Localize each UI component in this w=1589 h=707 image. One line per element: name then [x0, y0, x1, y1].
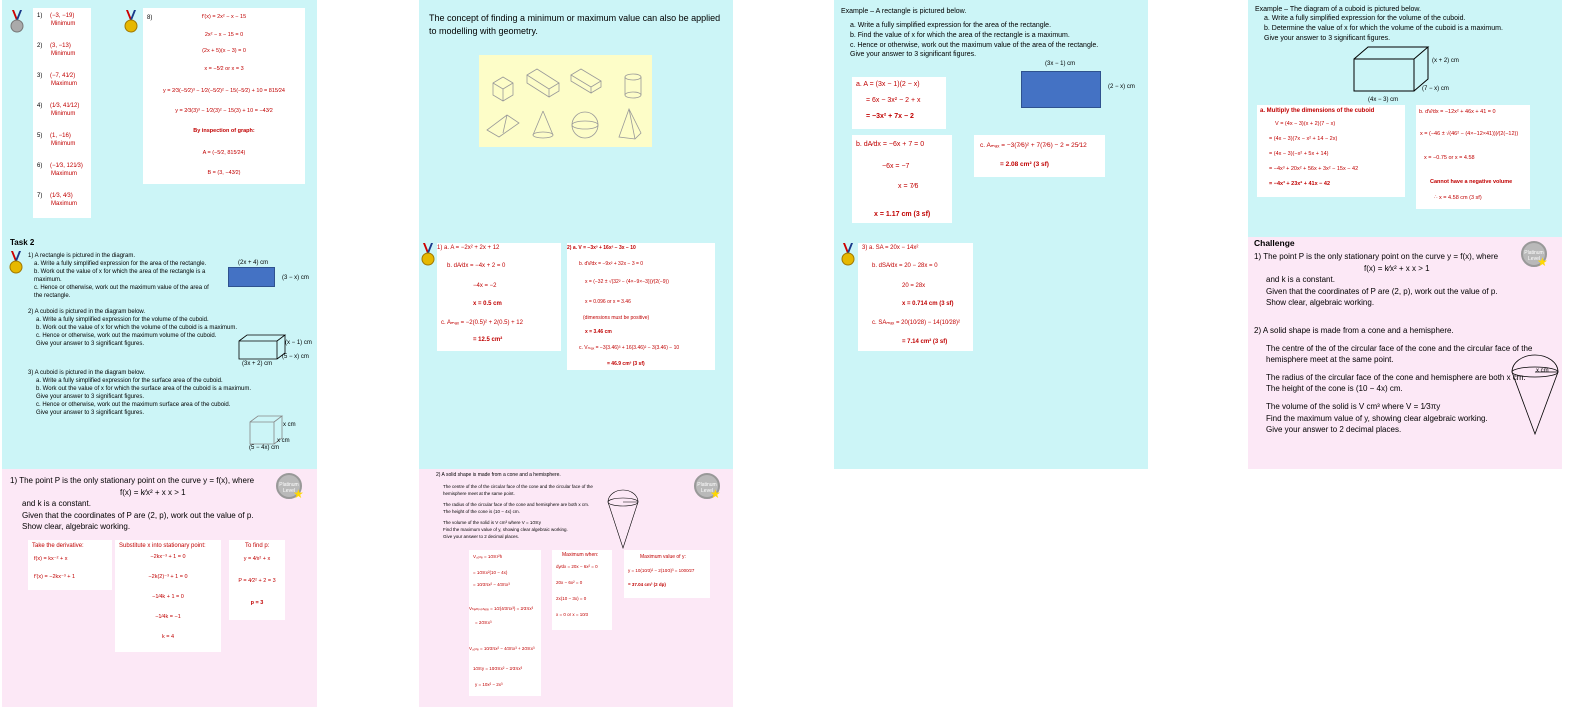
q1-answer-number: 3) — [37, 73, 43, 79]
star-icon: ★ — [1537, 255, 1548, 269]
q1-answer-6 — [37, 192, 77, 209]
cuboid-depth-label: (5 − x) cm — [282, 354, 309, 360]
q1-answer-number: 5) — [37, 133, 43, 139]
rect-example-items — [850, 21, 1140, 60]
challenge-line-4: Show clear, algebraic working. — [22, 522, 131, 532]
q8-line-1: 2x² − x − 15 = 0 — [204, 32, 244, 38]
volume-expr-line-3: = −4x³ + 20x² + 56x + 3x² − 15x − 42 — [1269, 166, 1359, 172]
cuboid-diagram — [1352, 45, 1430, 93]
cone-radius-label: x cm — [1536, 368, 1549, 374]
star-icon: ★ — [710, 487, 721, 501]
substitute-line-4: k = 4 — [161, 634, 175, 640]
cuboid-solution-line-5: x = 3.46 cm — [585, 329, 612, 335]
q1-answer-point: (−3, −19) — [48, 13, 75, 19]
task2-q3-line-1: a. Write a fully simplified expression for the surface area of the cuboid. — [36, 378, 223, 385]
task2-q1-line-1: a. Write a fully simplified expression for the area of the rectangle. — [34, 261, 207, 268]
q1-answer-type: Minimum — [51, 141, 76, 148]
q8-line-7: A = (−5⁄2, 815⁄24) — [202, 150, 246, 156]
silver-medal-icon — [10, 10, 24, 32]
solid-question-text — [443, 484, 623, 541]
volume-line-2: = 10⁄3πx² − 4⁄3πx³ — [473, 582, 510, 587]
cuboid-example-intro: Example – The diagram of a cuboid is pictured below. — [1255, 6, 1422, 13]
q8-line-0: f′(x) = 2x² − x − 15 — [201, 14, 247, 20]
substitute-line-3: −1⁄4k = −1 — [155, 614, 181, 620]
challenge-line-2: and k is a constant. — [22, 499, 91, 509]
badge-text: Platinum Level — [697, 481, 717, 494]
challenge-q1-line-2: and k is a constant. — [1266, 275, 1335, 285]
volume-line-7: y = 10x² − 2x³ — [475, 682, 503, 687]
rect-item-1: b. Find the value of x for which the area of the rectangle is a maximum. — [850, 31, 1070, 39]
cuboid-solution-line-0: 2) a. V = −3x³ + 16x² − 3x − 10 — [567, 245, 636, 251]
challenge-q2-line-5: The volume of the solid is V cm³ where V = 1⁄3πy — [1266, 401, 1441, 411]
rect-solution-line-0: 1) a. A = −2x² + 2x + 12 — [437, 245, 500, 251]
challenge-q2 — [1254, 325, 1533, 436]
find-p-line-1: P = 4⁄2² + 2 = 3 — [238, 578, 276, 584]
part-a-line-0: a. A = (3x − 1)(2 − x) — [856, 81, 920, 88]
sq-cuboid-depth-label: x cm — [277, 438, 290, 444]
cuboid-length-label: (3x + 2) cm — [242, 361, 273, 367]
gold-medal-icon — [124, 10, 138, 32]
q1-answer-point: (−7, 41⁄2) — [48, 73, 76, 79]
q1-answer-type: Maximum — [51, 81, 78, 88]
volume-line-1: = 1⁄3πx²(10 − 4x) — [473, 570, 508, 575]
rect-example-intro: Example – A rectangle is pictured below. — [841, 8, 967, 15]
volume-line-4: = 2⁄3πx³ — [475, 620, 492, 625]
rect-solution-line-4: c. Aₘₐₓ = −2(0.5)² + 2(0.5) + 12 — [441, 320, 523, 326]
badge-text: Platinum Level — [279, 481, 299, 494]
task2-q2-line-1: a. Write a fully simplified expression for the volume of the cuboid. — [36, 317, 209, 324]
part-b-line-0: b. dA⁄dx = −6x + 7 = 0 — [856, 141, 925, 148]
cuboid-length-label: (4x − 3) cm — [1368, 97, 1399, 103]
part-a-line-1: = 6x − 3x² − 2 + x — [866, 97, 921, 104]
cuboid-solution-box — [567, 243, 715, 370]
task2-q2-line-4: Give your answer to 3 significant figures. — [36, 341, 145, 348]
part-a-line-2: = −3x² + 7x − 2 — [866, 113, 914, 120]
q8-line-6: By inspection of graph: — [193, 128, 255, 134]
volume-line-3: Vₕₑₘᵢₛₚₕₑᵣₑ = 1⁄2(4⁄3πx³) = 2⁄3πx³ — [469, 606, 534, 611]
part-b-line-3: x = 1.17 cm (3 sf) — [874, 211, 931, 218]
gold-medal-icon — [841, 243, 855, 265]
volume-line-6: 1⁄3πy = 10⁄3πx² − 2⁄3πx³ — [473, 666, 523, 671]
task2-title: Task 2 — [10, 238, 35, 247]
cuboid-diagram — [237, 333, 287, 361]
max-when-line-1: 20x − 6x² = 0 — [556, 580, 583, 585]
task2-q1 — [28, 252, 228, 301]
cuboid-solution-line-6: c. Vₘₐₓ = −3(3.46)³ + 16(3.46)² − 3(3.46) − 10 — [579, 345, 680, 351]
rect-top-label: (3x − 1) cm — [1045, 61, 1076, 67]
find-p-box — [229, 540, 285, 620]
challenge-q2-line-3: The radius of the circular face of the cone and hemisphere are both x cm. — [1266, 372, 1526, 382]
volume-max-line-4: ∴ x = 4.58 cm (3 sf) — [1434, 195, 1482, 201]
challenge-title: Challenge — [1254, 238, 1295, 248]
part-b-line-1: −6x = −7 — [882, 163, 910, 170]
geometry-intro-text — [429, 12, 720, 37]
volume-expr-line-0: V = (4x − 3)(x + 2)(7 − x) — [1275, 121, 1336, 127]
maximum-when-box — [552, 550, 612, 630]
surface-area-line-1: b. dSA⁄dx = 20 − 28x = 0 — [872, 263, 938, 269]
cone-hemisphere-diagram — [606, 488, 640, 550]
task2-q1-line-0: 1) A rectangle is pictured in the diagram. — [28, 253, 136, 259]
rect-solution-line-5: = 12.5 cm² — [473, 337, 503, 343]
rect-solution-line-1: b. dA⁄dx = −4x + 2 = 0 — [447, 263, 506, 269]
gold-medal-icon — [421, 243, 435, 265]
sq-cuboid-length-label: (5 − 4x) cm — [249, 445, 280, 451]
q1-answer-type: Maximum — [51, 171, 78, 178]
rectangle-diagram — [1021, 71, 1101, 108]
challenge-q1-line-0: 1) The point P is the only stationary point on the curve y = f(x), where — [1254, 252, 1499, 261]
rectangle-diagram — [228, 267, 275, 287]
challenge-line-0: 1) The point P is the only stationary point on the curve y = f(x), where — [10, 476, 255, 485]
challenge-q1-line-3: Given that the coordinates of P are (2, p), work out the value of p. — [1266, 286, 1498, 296]
volume-expr-line-4: = −4x³ + 23x² + 41x − 42 — [1269, 181, 1331, 187]
challenge-q2-line-4: The height of the cone is (10 − 4x) cm. — [1266, 384, 1403, 394]
volume-line-5: V꜀ₒₙₑ = 10⁄3πx² − 4⁄3πx³ + 2⁄3πx³ — [469, 646, 535, 651]
cuboid-depth-label: (7 − x) cm — [1422, 86, 1449, 92]
q1-answer-1 — [37, 42, 75, 59]
max-y-heading: Maximum value of y: — [640, 554, 686, 560]
cuboid-item-1: b. Determine the value of x for which the volume of the cuboid is a maximum. — [1264, 24, 1503, 32]
challenge-line-1: f(x) = k⁄x² + x x > 1 — [120, 487, 186, 497]
part-b-box — [852, 135, 952, 223]
cuboid-example-items — [1264, 14, 1554, 43]
substitute-box — [115, 540, 221, 652]
q1-answer-type: Minimum — [51, 21, 76, 28]
maximum-when-heading: Maximum when: — [562, 552, 599, 558]
task2-q1-line-3: maximum. — [34, 277, 62, 284]
cuboid-item-2: Give your answer to 3 significant figures. — [1264, 34, 1391, 42]
max-when-line-0: dy⁄dx = 20x − 6x² = 0 — [556, 564, 598, 569]
cuboid-solution-line-3: x = 0.096 or x = 3.46 — [585, 299, 631, 305]
rect-solution-line-3: x = 0.5 cm — [473, 301, 502, 307]
part-c-box — [974, 135, 1105, 177]
task2-q1-line-5: the rectangle. — [34, 293, 71, 300]
challenge-q2-line-7: Give your answer to 2 decimal places. — [1266, 425, 1402, 435]
intro-line-0: The concept of finding a minimum or maximum value can also be applied — [429, 13, 721, 23]
task2-q2-line-2: b. Work out the value of x for which the volume of the cuboid is a maximum. — [36, 325, 237, 332]
task2-q3 — [28, 369, 268, 418]
surface-area-line-0: 3) a. SA = 20x − 14x² — [862, 245, 919, 251]
challenge-q2-line-0: 2) A solid shape is made from a cone and a hemisphere. — [1254, 326, 1454, 335]
q8-line-5: y = 2⁄3(3)³ − 1⁄2(3)² − 15(3) + 10 = −43⁄2 — [175, 108, 273, 114]
task2-q3-line-3: Give your answer to 3 significant figures. — [36, 394, 145, 401]
q1-answer-type: Minimum — [51, 51, 76, 58]
q8-line-8: B = (3, −43⁄2) — [207, 170, 241, 176]
q8-line-4: y = 2⁄3(−5⁄2)³ − 1⁄2(−5⁄2)² − 15(−5⁄2) + 10 = 815⁄24 — [162, 88, 285, 94]
max-y-line-0: y = 10(10⁄3)² − 2(10⁄3)³ = 1000⁄27 — [628, 568, 695, 573]
substitute-line-0: −2kx⁻³ + 1 = 0 — [150, 554, 186, 560]
task2-q2-line-0: 2) A cuboid is pictured in the diagram below. — [28, 309, 146, 315]
challenge-line-3: Given that the coordinates of P are (2, p), work out the value of p. — [22, 510, 254, 520]
task2-q2 — [28, 308, 238, 348]
cuboid-height-label: (x − 1) cm — [285, 340, 312, 346]
challenge-q1-line-4: Show clear, algebraic working. — [1266, 298, 1375, 308]
sq-cuboid-height-label: x cm — [283, 422, 296, 428]
task2-q2-line-3: c. Hence or otherwise, work out the maximum volume of the cuboid. — [36, 333, 217, 340]
star-icon: ★ — [293, 487, 304, 501]
volume-max-box — [1416, 105, 1530, 209]
q8-answer-box — [143, 8, 305, 184]
volume-expr-line-1: = (4x − 3)(7x − x² + 14 − 2x) — [1269, 136, 1338, 142]
task2-q1-line-2: b. Work out the value of x for which the area of the rectangle is a — [34, 269, 206, 276]
3d-shapes-image — [479, 55, 652, 147]
derivative-line-1: f′(x) = −2kx⁻³ + 1 — [34, 574, 76, 580]
volume-expression-heading: a. Multiply the dimensions of the cuboid — [1260, 108, 1375, 114]
challenge-question — [10, 475, 270, 533]
derivative-line-0: f(x) = kx⁻² + x — [34, 556, 68, 562]
find-p-line-2: p = 3 — [250, 600, 264, 606]
q8-line-3: x = −5⁄2 or x = 3 — [204, 66, 244, 72]
cuboid-solution-line-1: b. dV⁄dx = −9x² + 32x − 3 = 0 — [579, 261, 644, 267]
rect-item-0: a. Write a fully simplified expression for the area of the rectangle. — [850, 22, 1052, 29]
surface-area-line-3: x = 0.714 cm (3 sf) — [902, 301, 954, 307]
find-p-heading: To find p: — [245, 543, 270, 549]
part-b-line-2: x = 7⁄6 — [898, 183, 919, 190]
q1-answer-number: 6) — [37, 163, 43, 169]
solid-text-line-4: The volume of the solid is V cm³ where V = 1⁄3πy — [443, 519, 542, 525]
task2-q3-line-4: c. Hence or otherwise, work out the maximum surface area of the cuboid. — [36, 402, 231, 409]
challenge-q2-line-6: Find the maximum value of y, showing clear algebraic working. — [1266, 413, 1488, 423]
challenge-q1-line-1: f(x) = k⁄x² + x x > 1 — [1364, 263, 1430, 273]
surface-area-line-4: c. SAₘₐₓ = 20(10⁄28) − 14(10⁄28)² — [872, 320, 960, 326]
max-when-line-3: x = 0 or x = 10⁄3 — [556, 612, 589, 617]
task2-q3-line-5: Give your answer to 3 significant figures. — [36, 410, 145, 417]
max-y-line-1: = 37.04 cm³ (2 dp) — [628, 582, 666, 587]
part-c-line-1: = 2.08 cm² (3 sf) — [1000, 161, 1049, 168]
q1-answer-point: (1, −16) — [48, 133, 71, 139]
task2-q1-line-4: c. Hence or otherwise, work out the maximum value of the area of — [34, 285, 209, 292]
solid-text-line-0: The centre of the of the circular face of the cone and the circular face of the — [443, 484, 593, 489]
q1-answer-number: 1) — [37, 13, 43, 19]
part-a-box — [852, 77, 946, 129]
rect-side-label: (2 − x) cm — [1108, 84, 1135, 90]
volume-max-line-2: x = −0.75 or x = 4.58 — [1424, 155, 1475, 161]
q1-answer-point: (1⁄3, 41⁄12) — [48, 103, 80, 109]
solid-text-line-2: The radius of the circular face of the cone and hemisphere are both x cm. — [443, 501, 590, 507]
substitute-line-2: −1⁄4k + 1 = 0 — [152, 594, 184, 600]
rect-side-label: (3 − x) cm — [282, 275, 309, 281]
q1-answer-3 — [37, 102, 79, 119]
gold-medal-icon — [9, 251, 23, 273]
cuboid-item-0: a. Write a fully simplified expression for the volume of the cuboid. — [1264, 15, 1466, 22]
q1-answer-5 — [37, 162, 83, 179]
q1-answers-box — [33, 8, 91, 218]
volume-working-box — [469, 550, 541, 696]
rect-top-label: (2x + 4) cm — [238, 260, 269, 266]
solid-title: 2) A solid shape is made from a cone and a hemisphere. — [436, 472, 561, 478]
cuboid-height-label: (x + 2) cm — [1432, 58, 1459, 64]
q8-number: 8) — [147, 15, 153, 21]
volume-max-line-1: x = (−46 ± √(46² − (4×−12×41)))⁄(2(−12)) — [1420, 131, 1519, 137]
volume-max-line-3: Cannot have a negative volume — [1430, 179, 1513, 185]
cuboid-solution-line-7: = 46.9 cm³ (3 sf) — [607, 361, 645, 367]
solid-text-line-6: Give your answer to 2 decimal places. — [443, 533, 520, 539]
solid-text-line-1: hemisphere meet at the same point. — [443, 490, 515, 496]
task2-q3-line-0: 3) A cuboid is pictured in the diagram below. — [28, 370, 146, 376]
q1-answer-number: 7) — [37, 193, 43, 199]
q1-answer-point: (3, −13) — [48, 43, 71, 49]
max-when-line-2: 2x(10 − 3x) = 0 — [556, 596, 587, 601]
q1-answer-number: 2) — [37, 43, 43, 49]
max-y-box — [624, 550, 710, 598]
challenge-q2-line-1: The centre of the of the circular face of the cone and the circular face of the — [1266, 343, 1533, 353]
q1-answer-point: (1⁄3, 4⁄3) — [48, 193, 73, 199]
q1-answer-4 — [37, 132, 75, 149]
substitute-heading: Substitute x into stationary point: — [119, 543, 206, 549]
substitute-line-1: −2k(2)⁻³ + 1 = 0 — [148, 574, 188, 580]
intro-line-1: to modelling with geometry. — [429, 25, 538, 36]
cuboid-solution-line-4: (dimensions must be positive) — [583, 315, 650, 321]
part-c-line-0: c. Aₘₐₓ = −3(7⁄6)² + 7(7⁄6) − 2 = 25⁄12 — [980, 142, 1087, 149]
solid-text-line-5: Find the maximum value of y, showing clear algebraic working. — [443, 526, 568, 532]
cuboid-solution-line-2: x = (−32 ± √(32² − (4×−9×−3)))⁄(2(−9)) — [585, 279, 669, 285]
rect-item-2: c. Hence or otherwise, work out the maximum value of the area of the rectangle. — [850, 41, 1099, 49]
challenge-q2-line-2: hemisphere meet at the same point. — [1266, 355, 1394, 365]
find-p-line-0: y = 4⁄x² + x — [243, 556, 271, 562]
volume-expr-line-2: = (4x − 3)(−x² + 5x + 14) — [1269, 151, 1329, 157]
q1-answer-0 — [37, 12, 75, 29]
q1-answer-2 — [37, 72, 77, 89]
solid-text-line-3: The height of the cone is (10 − 4x) cm. — [443, 508, 520, 514]
volume-line-0: V꜀ₒₙₑ = 1⁄3πr²h — [473, 554, 503, 559]
derivative-box — [28, 540, 112, 590]
cone-hemisphere-diagram — [1509, 352, 1561, 436]
badge-text: Platinum Level — [1524, 249, 1544, 262]
q1-answer-type: Maximum — [51, 201, 78, 208]
surface-area-line-2: 20 = 28x — [902, 283, 926, 289]
rect-solution-line-2: −4x = −2 — [473, 283, 497, 289]
rect-solution-box — [437, 243, 561, 351]
q8-line-2: (2x + 5)(x − 3) = 0 — [202, 48, 246, 54]
volume-max-line-0: b. dV⁄dx = −12x² + 46x + 41 = 0 — [1419, 109, 1496, 115]
surface-area-line-5: = 7.14 cm² (3 sf) — [902, 339, 948, 345]
q1-answer-type: Minimum — [51, 111, 76, 118]
surface-area-solution-box — [858, 243, 973, 351]
derivative-heading: Take the derivative: — [32, 543, 84, 549]
challenge-q1 — [1254, 251, 1524, 309]
volume-expression-box — [1257, 105, 1405, 197]
q1-answer-point: (−1⁄3, 121⁄3) — [48, 163, 83, 169]
q1-answer-number: 4) — [37, 103, 43, 109]
task2-q3-line-2: b. Work out the value of x for which the surface area of the cuboid is a maximum. — [36, 386, 251, 393]
rect-item-3: Give your answer to 3 significant figures. — [850, 51, 977, 59]
